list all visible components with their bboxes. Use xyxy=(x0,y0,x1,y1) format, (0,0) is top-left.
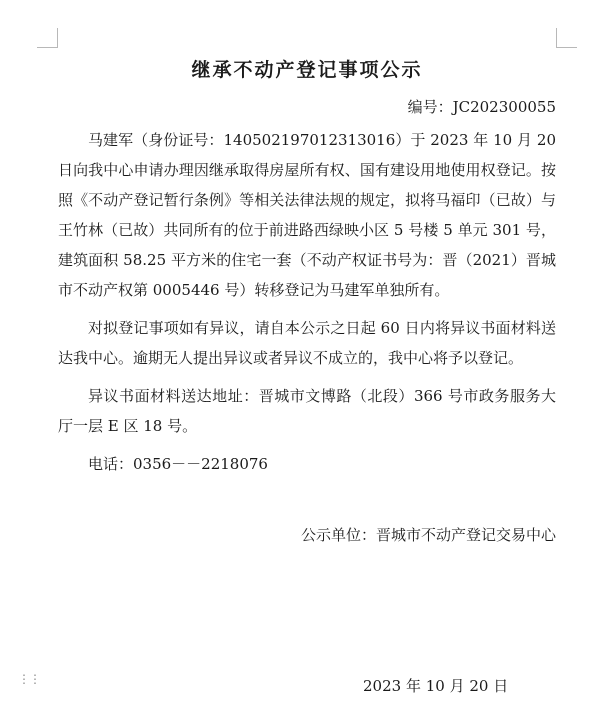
page-corner-mark-top-left xyxy=(37,28,58,48)
paragraph-objection: 对拟登记事项如有异议，请自本公示之日起 60 日内将异议书面材料送达我中心。逾期无人提出异议或者异议不成立的，我中心将予以登记。 xyxy=(58,319,556,367)
document-body xyxy=(58,56,556,548)
paragraph-phone: 电话：0356－－2218076 xyxy=(88,455,268,473)
page-corner-mark-top-right xyxy=(556,28,577,48)
paragraph-address: 异议书面材料送达地址：晋城市文博路（北段）366 号市政务服务大厅一层 E 区 18 号。 xyxy=(58,387,556,435)
signing-unit: 公示单位：晋城市不动产登记交易中心 xyxy=(300,526,556,544)
document-title: 继承不动产登记事项公示 xyxy=(191,59,423,81)
signing-date: 2023 年 10 月 20 日 xyxy=(363,677,509,695)
serial-number: 编号：JC202300055 xyxy=(407,98,556,116)
drag-handle-icon[interactable]: ⋮⋮ xyxy=(18,672,40,686)
paragraph-applicant: 马建军（身份证号：140502197012313016）于 2023 年 10 月 20 日向我中心申请办理因继承取得房屋所有权、国有建设用地使用权登记。按照《不动产登记暂行条例》等相关法律法规的规定，拟将马福印（已故）与王竹林（已故）共同所有的位于前进路西绿映小区 5 号楼 5 单元 301 号，建筑面积 58.25 平方米的住宅一套（不动产权证书号为：晋（2021）晋城市不动产权第 0005446 号）转移登记为马建军单独所有。 xyxy=(58,131,556,299)
